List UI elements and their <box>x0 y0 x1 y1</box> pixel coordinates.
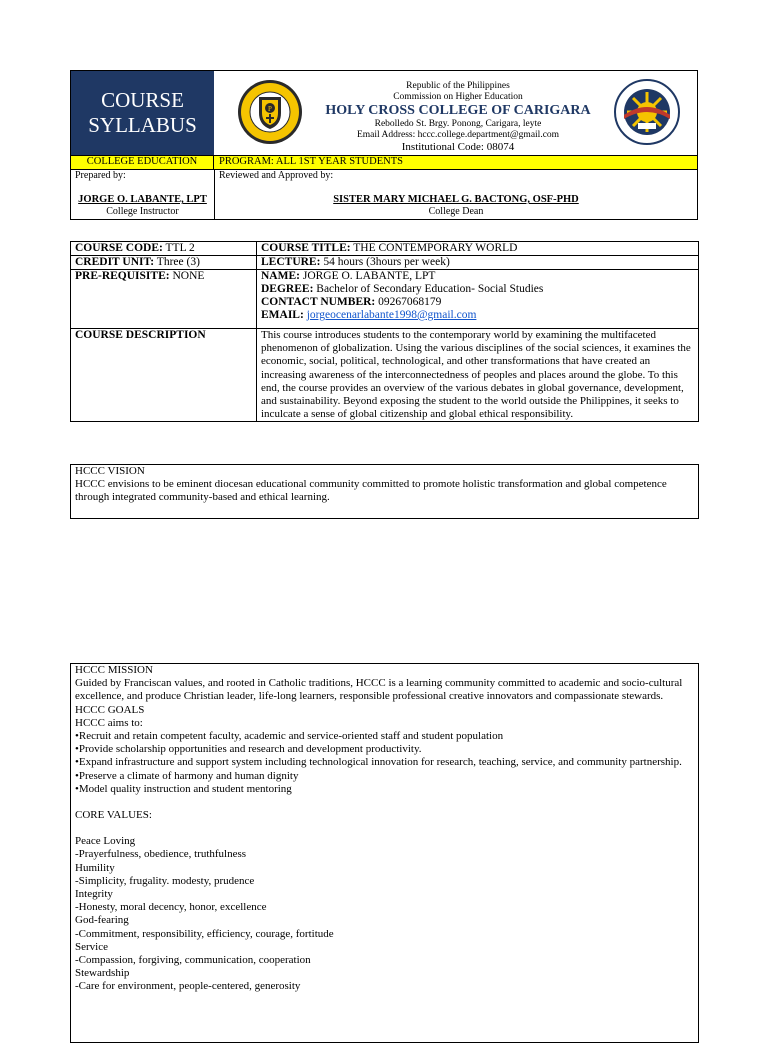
college-address: Rebolledo St. Brgy. Ponong, Carigara, leyte <box>374 119 542 129</box>
mission-text: Guided by Franciscan values, and rooted in Catholic traditions, HCCC is a learning community committed to academic and socio-cultural excellence, and produce Christian leader, life-long learners, responsible professional creative innovators and compassionate stewards. <box>75 677 683 703</box>
program-row <box>71 155 697 170</box>
vision-heading: HCCC VISION <box>75 465 145 477</box>
course-syllabus-title <box>71 71 214 155</box>
vision-text: HCCC envisions to be eminent diocesan educational community committed to promote holistic transformation and global competence through integrated community-based and ethical learning. <box>75 478 667 503</box>
table-row <box>71 329 699 422</box>
goal-item: •Model quality instruction and student mentoring <box>75 782 292 795</box>
ched-seal-logo <box>614 79 680 145</box>
prepared-by-name: JORGE O. LABANTE, LPT <box>78 194 207 205</box>
lecture-cell <box>257 256 699 270</box>
goal-item: •Provide scholarship opportunities and research and development productivity. <box>75 743 422 756</box>
course-title-cell <box>257 242 699 256</box>
core-value-item: -Care for environment, people-centered, generosity <box>75 980 301 993</box>
signature-row <box>71 169 697 219</box>
institutional-code: Institutional Code: 08074 <box>401 141 515 153</box>
degree-label: DEGREE: <box>261 283 314 295</box>
table-row <box>71 242 699 256</box>
contact-label: CONTACT NUMBER: <box>261 296 376 308</box>
prerequisite-value: NONE <box>169 270 205 282</box>
table-row <box>71 270 699 329</box>
course-info-table <box>70 241 699 422</box>
core-value-item: Peace Loving <box>75 835 136 848</box>
reviewed-by-name: SISTER MARY MICHAEL G. BACTONG, OSF-PHD <box>333 194 579 205</box>
core-value-item: -Simplicity, frugality. modesty, prudence <box>75 874 255 887</box>
core-value-item: -Prayerfulness, obedience, truthfulness <box>75 848 247 861</box>
vision-box <box>70 464 699 519</box>
prerequisite-cell <box>71 270 257 329</box>
email-link[interactable]: jorgeocenarlabante1998@gmail.com <box>306 309 477 321</box>
college-email: Email Address: hccc.college.department@gmail.com <box>356 130 560 140</box>
syllabus-header <box>70 70 698 220</box>
goal-item: •Preserve a climate of harmony and human dignity <box>75 769 299 782</box>
credit-unit-label: CREDIT UNIT: <box>75 256 155 268</box>
course-code-label: COURSE CODE: <box>75 242 163 254</box>
institution-info <box>303 81 613 153</box>
college-name: HOLY CROSS COLLEGE OF CARIGARA <box>325 103 591 118</box>
goal-item: •Expand infrastructure and support system including technological innovation for research, teaching, service, and community partnership. <box>75 756 682 769</box>
prepared-by-label: Prepared by: <box>75 170 126 181</box>
title-line-2: SYLLABUS <box>88 113 197 137</box>
core-value-item: -Compassion, forgiving, communication, cooperation <box>75 954 311 967</box>
core-value-item: God-fearing <box>75 914 129 927</box>
core-value-item: Humility <box>75 861 115 874</box>
degree-value: Bachelor of Secondary Education- Social Studies <box>313 283 544 295</box>
republic-text: Republic of the Philippines <box>406 81 510 91</box>
spacer <box>75 822 694 835</box>
course-code-cell <box>71 242 257 256</box>
course-description-text: This course introduces students to the contemporary world by examining the multifaceted phenomenon of globalization. Using the various disciplines of the social sciences, it examines the economic, social, political, technological, and other transformations that have created an increasing awareness of the interconnectedness of peoples and places around the globe. To this end, the course provides an overview of the various debates in global governance, development, and sustainability. Beyond exposing the student to the world outside the Philippines, it seeks to inculcate a sense of global citizenship and global ethical responsibility. <box>257 329 699 422</box>
lecture-value: 54 hours (3hours per week) <box>320 256 450 268</box>
title-line-1: COURSE <box>101 88 184 112</box>
core-value-item: Stewardship <box>75 967 130 980</box>
name-value: JORGE O. LABANTE, LPT <box>299 270 436 282</box>
core-value-item: Service <box>75 940 108 953</box>
program-label: PROGRAM: ALL 1ST YEAR STUDENTS <box>219 156 403 167</box>
college-education-label: COLLEGE EDUCATION <box>71 156 214 169</box>
course-title-label: COURSE TITLE: <box>261 242 351 254</box>
course-description-label-cell <box>71 329 257 422</box>
core-values-heading: CORE VALUES: <box>75 809 152 822</box>
lecture-label: LECTURE: <box>261 256 321 268</box>
contact-value: 09267068179 <box>375 296 442 308</box>
course-code-value: TTL 2 <box>162 242 195 254</box>
course-description-label: COURSE DESCRIPTION <box>75 329 206 341</box>
table-row <box>71 256 699 270</box>
college-seal-logo <box>237 79 303 145</box>
core-value-item: Integrity <box>75 888 113 901</box>
mission-heading: HCCC MISSION <box>75 664 153 676</box>
prerequisite-label: PRE-REQUISITE: <box>75 270 170 282</box>
core-value-item: -Commitment, responsibility, efficiency, courage, fortitude <box>75 927 334 940</box>
credit-unit-cell <box>71 256 257 270</box>
goals-intro: HCCC aims to: <box>75 716 143 729</box>
course-title-value: THE CONTEMPORARY WORLD <box>350 242 518 254</box>
reviewed-by-label: Reviewed and Approved by: <box>219 170 334 181</box>
core-value-item: -Honesty, moral decency, honor, excellence <box>75 901 267 914</box>
goal-item: •Recruit and retain competent faculty, academic and service-oriented staff and student population <box>75 730 504 743</box>
svg-text:P: P <box>268 105 272 113</box>
instructor-cell <box>257 270 699 329</box>
credit-unit-value: Three (3) <box>154 256 200 268</box>
prepared-by-role: College Instructor <box>106 206 179 217</box>
mission-box <box>70 663 699 1043</box>
spacer <box>75 796 694 809</box>
goals-heading: HCCC GOALS <box>75 703 145 716</box>
name-label: NAME: <box>261 270 300 282</box>
commission-text: Commission on Higher Education <box>393 92 523 102</box>
email-label: EMAIL: <box>261 309 304 321</box>
reviewed-by-role: College Dean <box>428 206 484 217</box>
